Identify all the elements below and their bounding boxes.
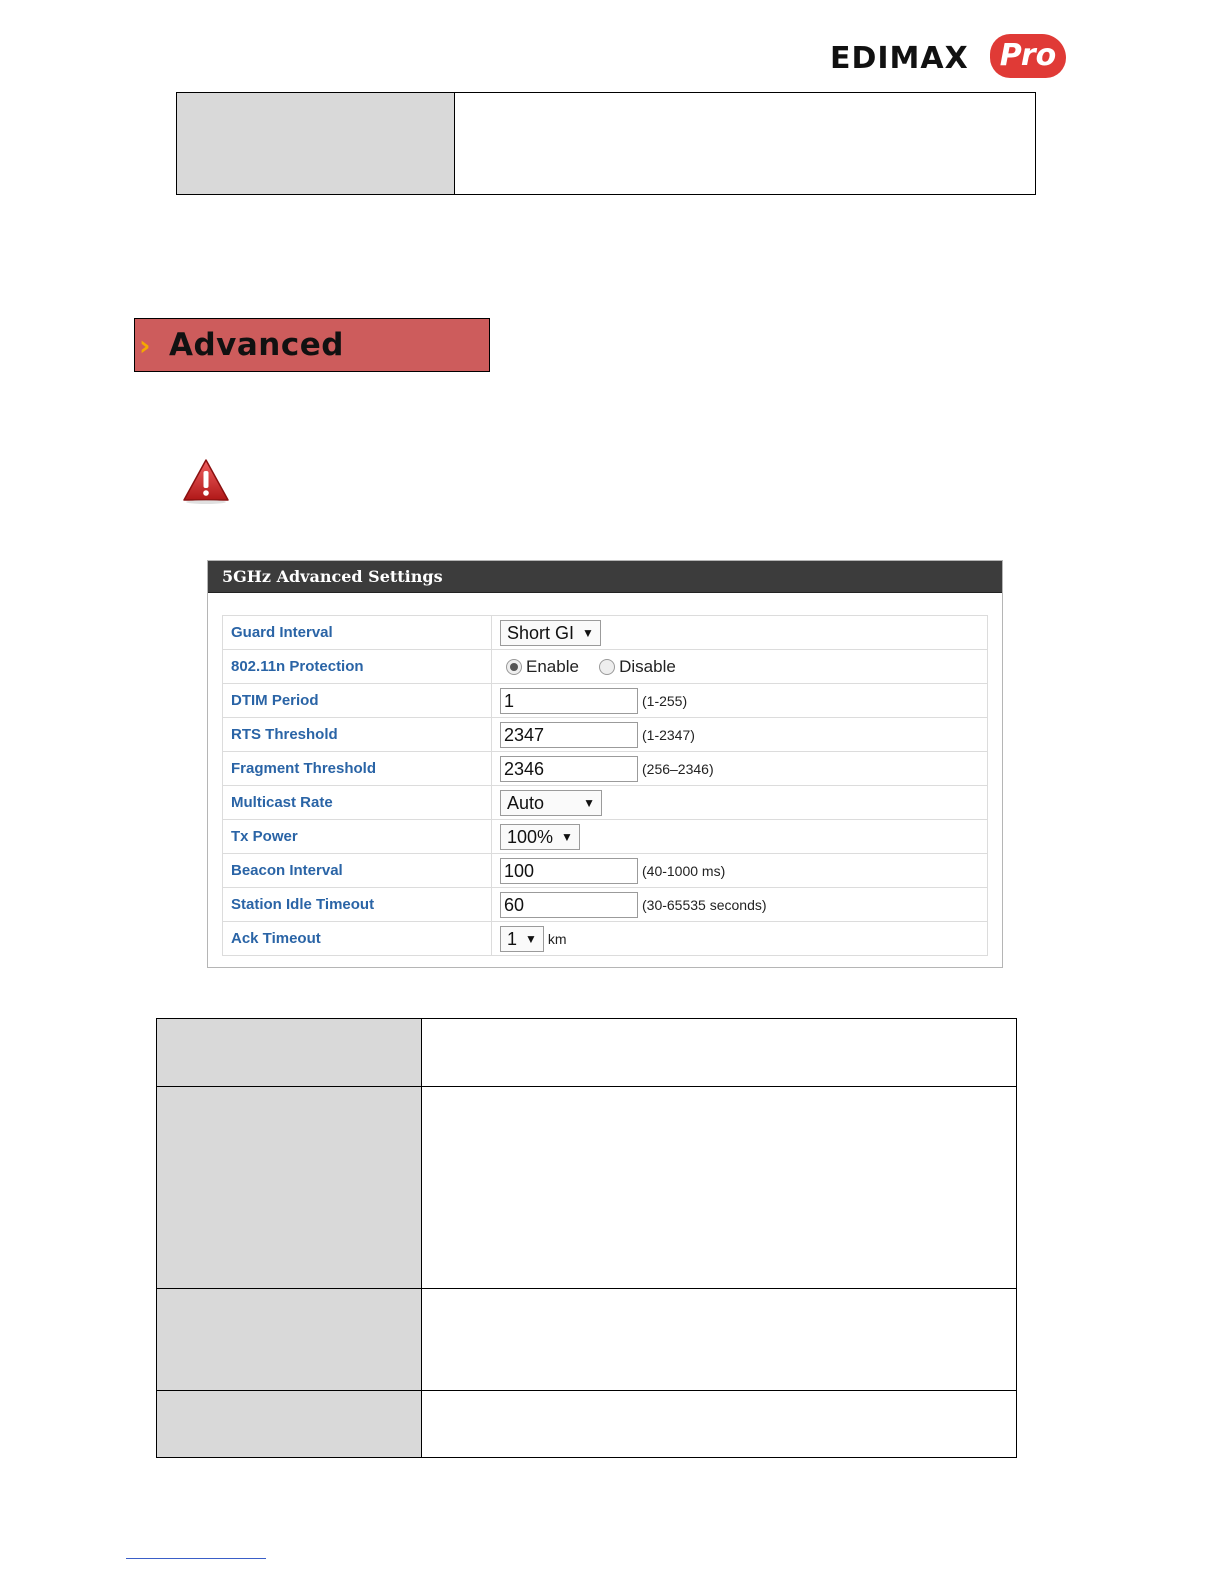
setting-row-rts [223,718,988,752]
tx-power-label: Tx Power [223,820,492,854]
setting-row-guard-interval [223,616,988,650]
table-label-cell [157,1391,422,1458]
idle-timeout-range-hint: (30-65535 seconds) [642,896,767,913]
setting-row-idle-timeout [223,888,988,922]
table-value-cell [422,1019,1017,1087]
panel-title: 5GHz Advanced Settings [208,561,1002,593]
table-value-cell [422,1391,1017,1458]
station-idle-timeout-input[interactable]: 60 [500,892,638,918]
dropdown-arrow-icon: ▼ [583,795,595,810]
dropdown-arrow-icon: ▼ [525,931,537,946]
table-row [177,93,1036,195]
table-row [157,1391,1017,1458]
table-row [157,1019,1017,1087]
dtim-period-label: DTIM Period [223,684,492,718]
station-idle-timeout-label: Station Idle Timeout [223,888,492,922]
protection-disable-radio[interactable] [599,659,615,675]
guard-interval-label: Guard Interval [223,616,492,650]
guard-interval-select[interactable]: Short GI ▼ [500,620,601,646]
chevron-right-icon: › [139,329,151,362]
protection-label: 802.11n Protection [223,650,492,684]
table-row [157,1087,1017,1289]
protection-disable-label: Disable [619,656,676,676]
section-title: Advanced [169,327,344,363]
fragment-range-hint: (256–2346) [642,760,714,777]
table-value-cell [455,93,1036,195]
ack-timeout-select[interactable]: 1 ▼ [500,926,544,952]
dtim-period-input[interactable]: 1 [500,688,638,714]
protection-enable-radio[interactable] [506,659,522,675]
setting-row-tx-power [223,820,988,854]
protection-enable-label: Enable [526,656,579,676]
setting-row-protection [223,650,988,684]
ack-timeout-unit: km [547,930,567,947]
dtim-range-hint: (1-255) [642,692,688,709]
fragment-threshold-input[interactable]: 2346 [500,756,638,782]
advanced-section-banner [134,318,490,372]
rts-range-hint: (1-2347) [642,726,695,743]
table-value-cell [422,1289,1017,1391]
logo-pro-badge: Pro [990,34,1066,78]
ack-timeout-label: Ack Timeout [223,922,492,956]
edimax-pro-logo [830,34,1070,80]
fragment-threshold-label: Fragment Threshold [223,752,492,786]
beacon-range-hint: (40-1000 ms) [642,862,726,879]
multicast-rate-label: Multicast Rate [223,786,492,820]
logo-brand-text: EDIMAX [830,41,969,76]
setting-row-beacon [223,854,988,888]
table-label-cell [157,1289,422,1391]
setting-row-multicast [223,786,988,820]
table-label-cell [157,1019,422,1087]
warning-triangle-icon [182,458,230,504]
setting-row-ack-timeout [223,922,988,956]
bottom-description-table [156,1018,1017,1458]
beacon-interval-input[interactable]: 100 [500,858,638,884]
table-value-cell [422,1087,1017,1289]
setting-row-fragment [223,752,988,786]
table-label-cell [177,93,455,195]
setting-row-dtim [223,684,988,718]
table-label-cell [157,1087,422,1289]
tx-power-select[interactable]: 100% ▼ [500,824,580,850]
multicast-rate-select[interactable]: Auto ▼ [500,790,602,816]
settings-table [222,615,988,956]
table-row [157,1289,1017,1391]
rts-threshold-label: RTS Threshold [223,718,492,752]
dropdown-arrow-icon: ▼ [582,625,594,640]
footnote-separator [126,1558,266,1559]
rts-threshold-input[interactable]: 2347 [500,722,638,748]
advanced-settings-panel [207,560,1003,968]
beacon-interval-label: Beacon Interval [223,854,492,888]
top-description-table [176,92,1036,195]
dropdown-arrow-icon: ▼ [561,829,573,844]
